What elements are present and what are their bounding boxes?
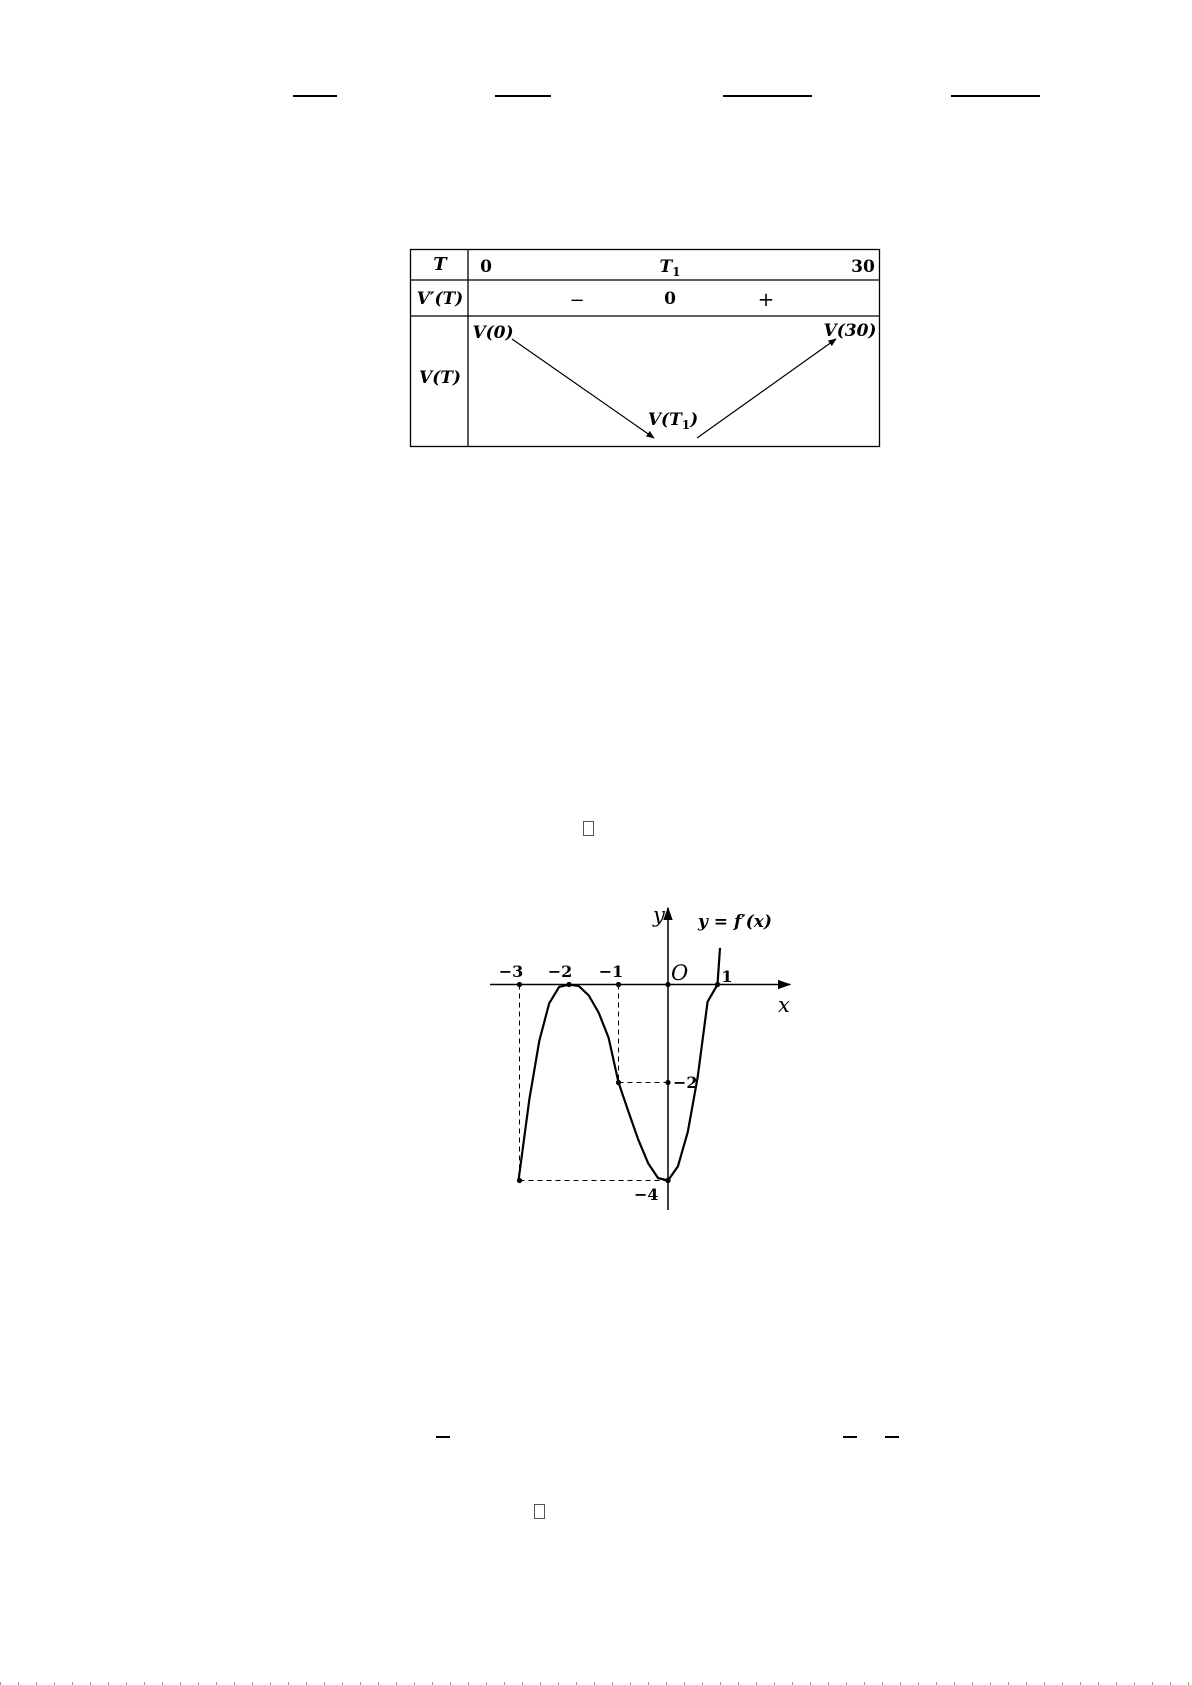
sign-zero: 0 bbox=[664, 289, 676, 309]
missing-glyph-box bbox=[534, 1504, 545, 1519]
increasing-arrow bbox=[697, 339, 836, 438]
value-V30: V(30) bbox=[823, 321, 877, 341]
fraction-bar-2 bbox=[495, 95, 551, 97]
curve-label: y = f′(x) bbox=[698, 912, 772, 932]
T-value-critical: $T_1$ bbox=[659, 257, 681, 279]
x-tick-label: 1 bbox=[721, 967, 733, 986]
fraction-bar-4 bbox=[951, 95, 1040, 97]
graph-point bbox=[665, 1080, 670, 1085]
graph-point bbox=[665, 982, 670, 987]
origin-label: O bbox=[671, 961, 689, 985]
table-border bbox=[411, 250, 880, 447]
x-tick-label: −2 bbox=[547, 962, 573, 981]
dashed-guides bbox=[520, 985, 669, 1181]
graph-point bbox=[517, 1178, 522, 1183]
x-tick-label: −1 bbox=[598, 962, 624, 981]
sign-positive: + bbox=[757, 287, 775, 311]
graph-point bbox=[616, 982, 621, 987]
variation-table bbox=[405, 245, 885, 455]
missing-glyph-box bbox=[583, 821, 594, 836]
T-value-end: 30 bbox=[851, 257, 875, 277]
row-label-T: T bbox=[433, 254, 447, 275]
graph-point bbox=[566, 982, 571, 987]
derivative-graph bbox=[480, 895, 820, 1235]
T-value-start: 0 bbox=[480, 257, 492, 277]
y-tick-label: −4 bbox=[634, 1185, 659, 1204]
graph-point bbox=[616, 1080, 621, 1085]
value-V0: V(0) bbox=[472, 323, 514, 343]
fraction-bar-7 bbox=[885, 1436, 899, 1438]
graph-point bbox=[665, 1178, 670, 1183]
y-tick-label: −2 bbox=[673, 1073, 698, 1092]
sign-negative: − bbox=[569, 290, 585, 311]
graph-point bbox=[715, 982, 720, 987]
fraction-bar-6 bbox=[843, 1436, 857, 1438]
row-label-function: V(T) bbox=[419, 368, 461, 388]
x-axis-label: x bbox=[778, 993, 790, 1017]
fraction-bar-5 bbox=[436, 1436, 450, 1438]
row-label-derivative: V′(T) bbox=[416, 289, 464, 309]
value-VT1: $V(T_1)$ bbox=[647, 410, 699, 432]
decreasing-arrow bbox=[512, 339, 654, 438]
graph-point bbox=[517, 982, 522, 987]
fraction-bar-1 bbox=[293, 95, 337, 97]
x-tick-label: −3 bbox=[498, 962, 524, 981]
fraction-bar-3 bbox=[723, 95, 812, 97]
y-axis-label: y bbox=[653, 903, 665, 927]
